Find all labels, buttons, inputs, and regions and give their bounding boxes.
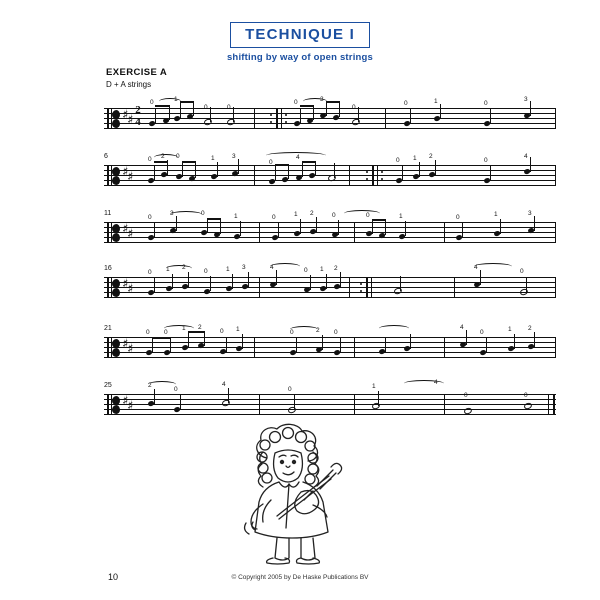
staff-system-6: 25 ♯ ♯ 2 0 4 0 1 4 0 0 — [104, 382, 556, 426]
alto-clef-icon — [107, 220, 120, 245]
cartoon-violist-illustration — [205, 420, 395, 565]
alto-clef-icon — [107, 163, 120, 188]
sharp-icon: ♯ — [127, 282, 134, 297]
exercise-label: EXERCISE A — [106, 67, 168, 78]
staff-lines — [104, 337, 556, 357]
alto-clef-icon — [107, 392, 120, 417]
page-number: 10 — [108, 572, 119, 582]
staff-system-4: 16 ♯ ♯ 0 1 2 0 1 3 4 0 1 2 4 0 — [104, 265, 556, 309]
staff-system-3: 11 ♯ ♯ 0 3 0 1 0 1 2 0 0 1 0 1 3 — [104, 210, 556, 254]
page-title: TECHNIQUE I — [230, 22, 370, 48]
measure-number: 25 — [104, 382, 112, 389]
sharp-icon: ♯ — [122, 165, 129, 180]
sharp-icon: ♯ — [127, 399, 134, 414]
alto-clef-icon — [107, 106, 120, 131]
staff-lines — [104, 394, 556, 414]
copyright-notice: © Copyright 2005 by De Haske Publications BV — [231, 574, 369, 581]
measure-number: 21 — [104, 325, 112, 332]
measure-number: 6 — [104, 153, 108, 160]
sharp-icon: ♯ — [127, 342, 134, 357]
sharp-icon: ♯ — [127, 227, 134, 242]
sharp-icon: ♯ — [122, 337, 129, 352]
page-title-wrapper — [0, 22, 600, 48]
page-subtitle: shifting by way of open strings — [226, 52, 374, 63]
sharp-icon: ♯ — [127, 113, 134, 128]
staff-system-5: 21 ♯ ♯ 0 0 1 2 0 1 0 2 0 4 0 1 2 — [104, 325, 556, 369]
sharp-icon: ♯ — [127, 170, 134, 185]
exercise-strings-note: D + A strings — [106, 80, 152, 89]
measure-number: 16 — [104, 265, 112, 272]
measure-number: 11 — [104, 210, 112, 217]
staff-system-2: 6 ♯ ♯ 0 2 0 1 3 0 4 0 1 2 0 4 — [104, 153, 556, 197]
sharp-icon: ♯ — [122, 277, 129, 292]
sharp-icon: ♯ — [122, 108, 129, 123]
alto-clef-icon — [107, 335, 120, 360]
time-signature: 2 4 — [135, 104, 141, 128]
sharp-icon: ♯ — [122, 394, 129, 409]
staff-system-1: ♯ ♯ 2 4 0 1 0 0 0 3 0 0 1 0 3 — [104, 96, 556, 140]
alto-clef-icon — [107, 275, 120, 300]
sharp-icon: ♯ — [122, 222, 129, 237]
